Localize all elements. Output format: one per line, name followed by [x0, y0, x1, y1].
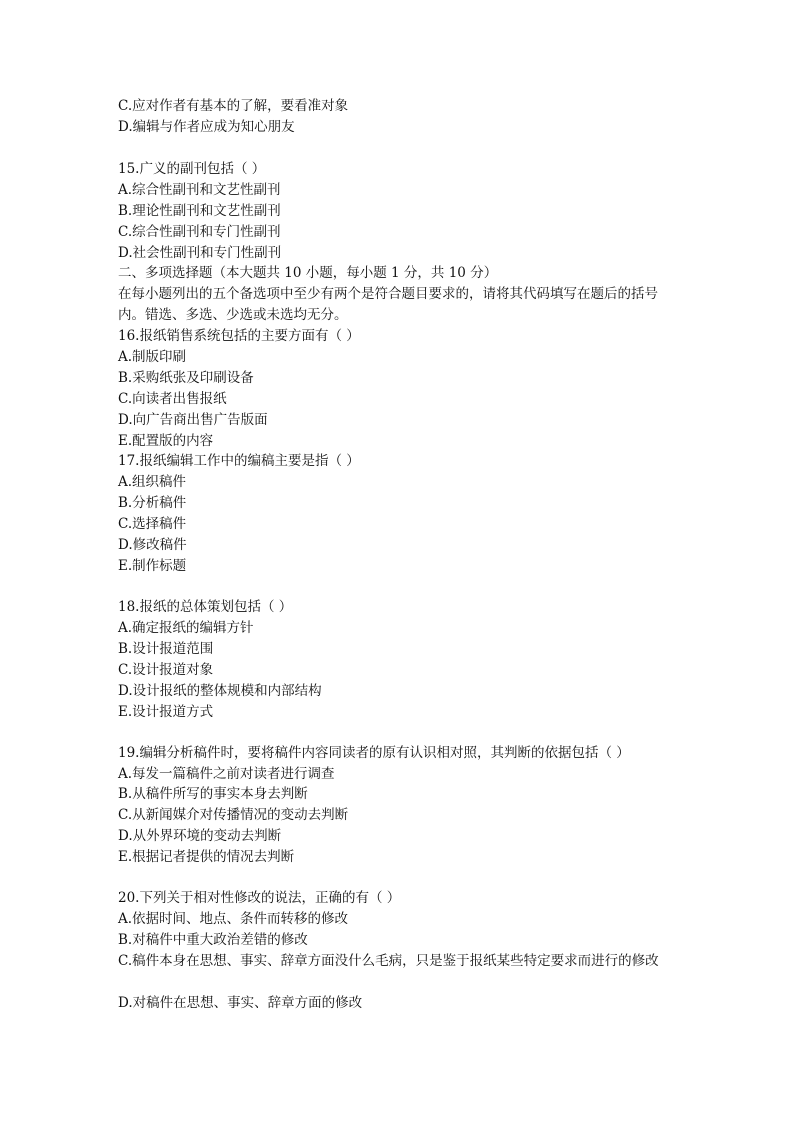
question-18: 18.报纸的总体策划包括（ ） — [118, 599, 293, 615]
option-18e: E.设计报道方式 — [118, 704, 214, 720]
option-17d: D.修改稿件 — [118, 537, 187, 553]
question-20: 20.下列关于相对性修改的说法，正确的有（ ） — [118, 890, 401, 906]
option-18b: B.设计报道范围 — [118, 641, 214, 657]
option-17a: A.组织稿件 — [118, 474, 187, 490]
option-19d: D.从外界环境的变动去判断 — [118, 828, 282, 844]
section-heading-multiple-choice: 二、多项选择题（本大题共 10 小题，每小题 1 分，共 10 分） — [118, 265, 498, 281]
option-16d: D.向广告商出售广告版面 — [118, 412, 268, 428]
option-18c: C.设计报道对象 — [118, 662, 214, 678]
option-18d: D.设计报纸的整体规模和内部结构 — [118, 683, 322, 699]
option-16b: B.采购纸张及印刷设备 — [118, 370, 254, 386]
option-16c: C.向读者出售报纸 — [118, 391, 227, 407]
option-15c: C.综合性副刊和专门性副刊 — [118, 224, 281, 240]
option-18a: A.确定报纸的编辑方针 — [118, 620, 254, 636]
option-20a: A.依据时间、地点、条件而转移的修改 — [118, 911, 349, 927]
option-16e: E.配置版的内容 — [118, 433, 214, 449]
option-19b: B.从稿件所写的事实本身去判断 — [118, 786, 308, 802]
option-17c: C.选择稿件 — [118, 516, 187, 532]
question-16: 16.报纸销售系统包括的主要方面有（ ） — [118, 328, 360, 344]
question-15: 15.广义的副刊包括（ ） — [118, 161, 266, 177]
option-19c: C.从新闻媒介对传播情况的变动去判断 — [118, 807, 349, 823]
question-19: 19.编辑分析稿件时，要将稿件内容同读者的原有认识相对照，其判断的依据包括（ ） — [118, 745, 630, 761]
option-20b: B.对稿件中重大政治差错的修改 — [118, 932, 308, 948]
option-15d: D.社会性副刊和专门性副刊 — [118, 245, 282, 261]
option-16a: A.制版印刷 — [118, 349, 187, 365]
option-19a: A.每发一篇稿件之前对读者进行调查 — [118, 766, 335, 782]
option-14d: D.编辑与作者应成为知心朋友 — [118, 119, 295, 135]
option-19e: E.根据记者提供的情况去判断 — [118, 849, 295, 865]
option-20d: D.对稿件在思想、事实、辞章方面的修改 — [118, 995, 363, 1011]
question-17: 17.报纸编辑工作中的编稿主要是指（ ） — [118, 453, 360, 469]
option-14c: C.应对作者有基本的了解，要看准对象 — [118, 98, 349, 114]
option-15b: B.理论性副刊和文艺性副刊 — [118, 203, 281, 219]
section-instructions: 在每小题列出的五个备选项中至少有两个是符合题目要求的，请将其代码填写在题后的括号内。错选、多选、少选或未选均无分。 — [118, 286, 658, 323]
option-17e: E.制作标题 — [118, 558, 187, 574]
option-20c: C.稿件本身在思想、事实、辞章方面没什么毛病，只是鉴于报纸某些特定要求而进行的修改 — [118, 953, 659, 969]
option-15a: A.综合性副刊和文艺性副刊 — [118, 182, 281, 198]
option-17b: B.分析稿件 — [118, 495, 187, 511]
